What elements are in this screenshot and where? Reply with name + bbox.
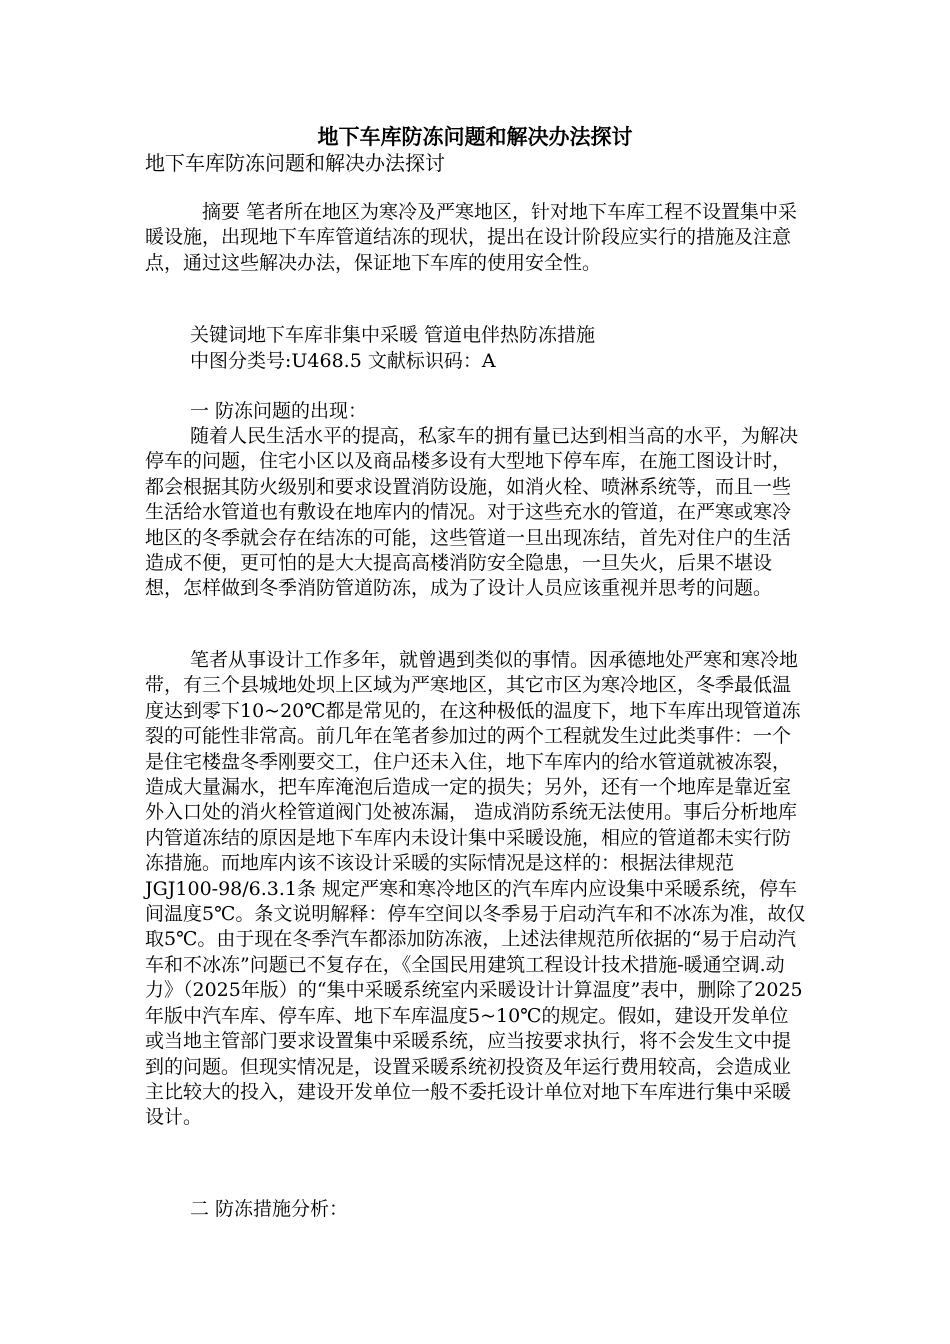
body-paragraph-1: 随着人民生活水平的提高，私家车的拥有量已达到相当高的水平，为解决停车的问题，住宅小区以及商品楼多设有大型地下停车库，在施工图设计时，都会根据其防火级别和要求设置消防设施，如消火栓、喷淋系统等，而且一些生活给水管道也有敷设在地库内的情况。对于这些充水的管道，在严寒或寒冷地区的冬季就会存在结冻的可能，这些管道一旦出现冻结，首先对住户的生活造成不便，更可怕的是大大提高高楼消防安全隐患，一旦失火，后果不堪设想，怎样做到冬季消防管道防冻，成为了设计人员应该重视并思考的问题。 bbox=[145, 425, 799, 600]
classification-line: 中图分类号:U468.5 文献标识码：A bbox=[190, 350, 496, 372]
document-subtitle: 地下车库防冻问题和解决办法探讨 bbox=[145, 151, 445, 175]
body-paragraph-2: 笔者从事设计工作多年，就曾遇到类似的事情。因承德地处严寒和寒冷地带，有三个县城地处坝上区域为严寒地区，其它市区为寒冷地区，冬季最低温度达到零下10~20℃都是常见的，在这种极低的温度下，地下车库出现管道冻裂的可能性非常高。前几年在笔者参加过的两个工程就发生过此类事件：一个是住宅楼盘冬季刚要交工，住户还未入住，地下车库内的给水管道就被冻裂，造成大量漏水，把车库淹泡后造成一定的损失；另外，还有一个地库是靠近室外入口处的消火栓管道阀门处被冻漏， 造成消防系统无法使用。事后分析地库内管道冻结的原因是地下车库内未设计集中采暖设施，相应的管道都未实行防冻措施。而地库内该不该设计采暖的实际情况是这样的：根据法律规范JGJ100-98/6.3.1条 规定严寒和寒冷地区的汽车库内应设集中采暖系统，停车间温度5℃。条文说明解释：停车空间以冬季易于启动汽车和不冰冻为准，故仅取5℃。由于现在冬季汽车都添加防冻液，上述法律规范所依据的“易于启动汽车和不冰冻”问题已不复存在，《全国民用建筑工程设计技术措施-暖通空调.动力》（2025年版）的“集中采暖系统室内采暖设计计算温度”表中，删除了2025年版中汽车库、停车库、地下车库温度5~10℃的规定。假如，建设开发单位或当地主管部门要求设置集中采暖系统，应当按要求执行，将不会发生文中提到的问题。但现实情况是，设置采暖系统初投资及年运行费用较高，会造成业主比较大的投入，建设开发单位一般不委托设计单位对地下车库进行集中采暖设计。 bbox=[145, 649, 806, 1129]
section-heading-2: 二 防冻措施分析： bbox=[190, 1198, 349, 1220]
document-title: 地下车库防冻问题和解决办法探讨 bbox=[317, 124, 633, 149]
section-heading-1: 一 防冻问题的出现： bbox=[190, 400, 368, 422]
abstract-paragraph: 摘要 笔者所在地区为寒冷及严寒地区，针对地下车库工程不设置集中采暖设施，出现地下车库管道结冻的现状，提出在设计阶段应实行的措施及注意点，通过这些解决办法，保证地下车库的使用安全性。 bbox=[145, 201, 798, 274]
keywords-line: 关键词地下车库非集中采暖 管道电伴热防冻措施 bbox=[190, 324, 596, 346]
